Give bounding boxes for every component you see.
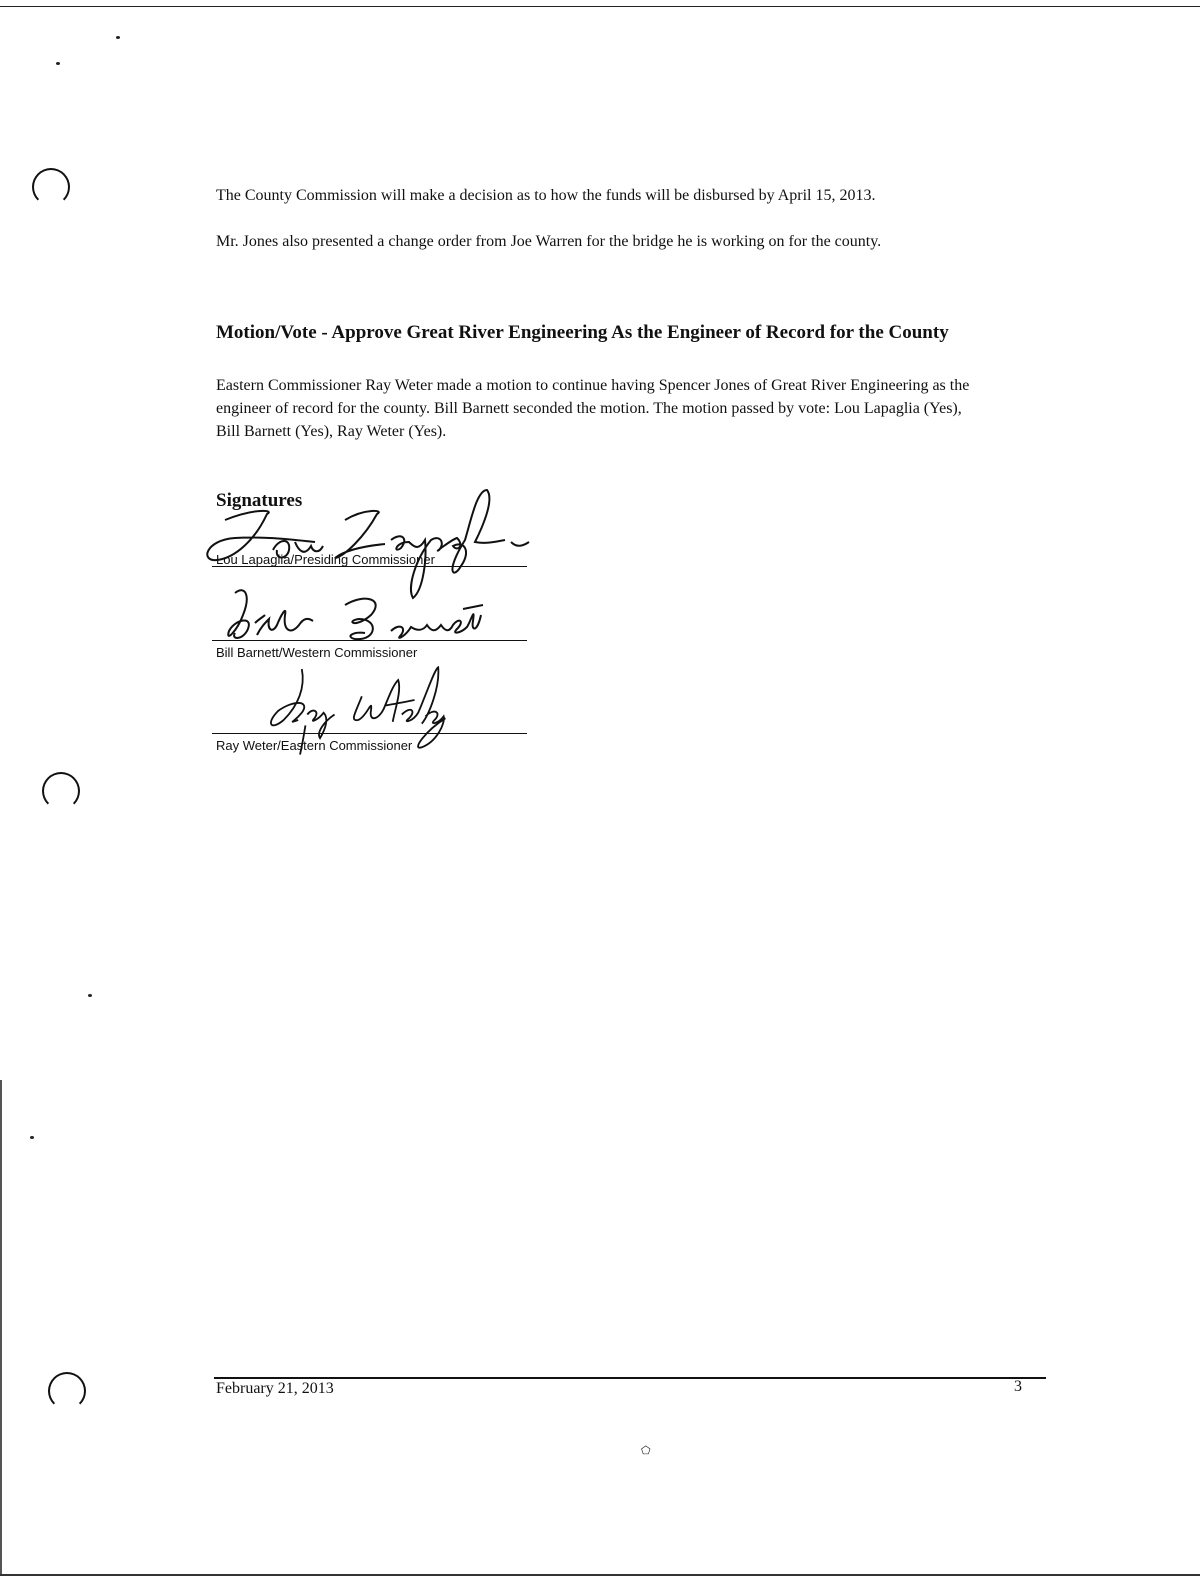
footer-rule xyxy=(214,1377,1046,1379)
signature-line xyxy=(212,640,527,641)
scan-edge-left xyxy=(0,1080,2,1576)
signature-line xyxy=(212,733,527,734)
scan-edge-top xyxy=(0,6,1200,7)
punch-hole-icon xyxy=(42,772,80,810)
signature-label-lou-lapaglia: Lou Lapaglia/Presiding Commissioner xyxy=(216,552,435,567)
scan-speck xyxy=(88,994,92,997)
scan-speck xyxy=(116,36,120,39)
scan-speck xyxy=(56,62,60,65)
punch-hole-icon xyxy=(32,168,70,206)
punch-hole-icon xyxy=(48,1372,86,1410)
page-number: 3 xyxy=(1014,1378,1022,1395)
signature-label-ray-weter: Ray Weter/Eastern Commissioner xyxy=(216,738,413,753)
scan-speck xyxy=(30,1136,34,1139)
paragraph-decision: The County Commission will make a decision as to how the funds will be disbursed by April 15, 2013. xyxy=(216,187,876,204)
signatures-heading: Signatures xyxy=(216,490,303,511)
scan-mark-icon: ⬠ xyxy=(641,1444,651,1457)
motion-heading: Motion/Vote - Approve Great River Engineering As the Engineer of Record for the County xyxy=(216,322,949,343)
motion-body: Eastern Commissioner Ray Weter made a motion to continue having Spencer Jones of Great River Engineering as the engineer of record for the county. Bill Barnett seconded the motion. The motion passed by vote: Lou Lapaglia (Yes), Bill Barnett (Yes), Ray Weter (Yes). xyxy=(216,377,970,440)
signature-label-bill-barnett: Bill Barnett/Western Commissioner xyxy=(216,645,418,660)
paragraph-change-order: Mr. Jones also presented a change order from Joe Warren for the bridge he is working on for the county. xyxy=(216,233,882,250)
footer-date: February 21, 2013 xyxy=(216,1380,334,1397)
